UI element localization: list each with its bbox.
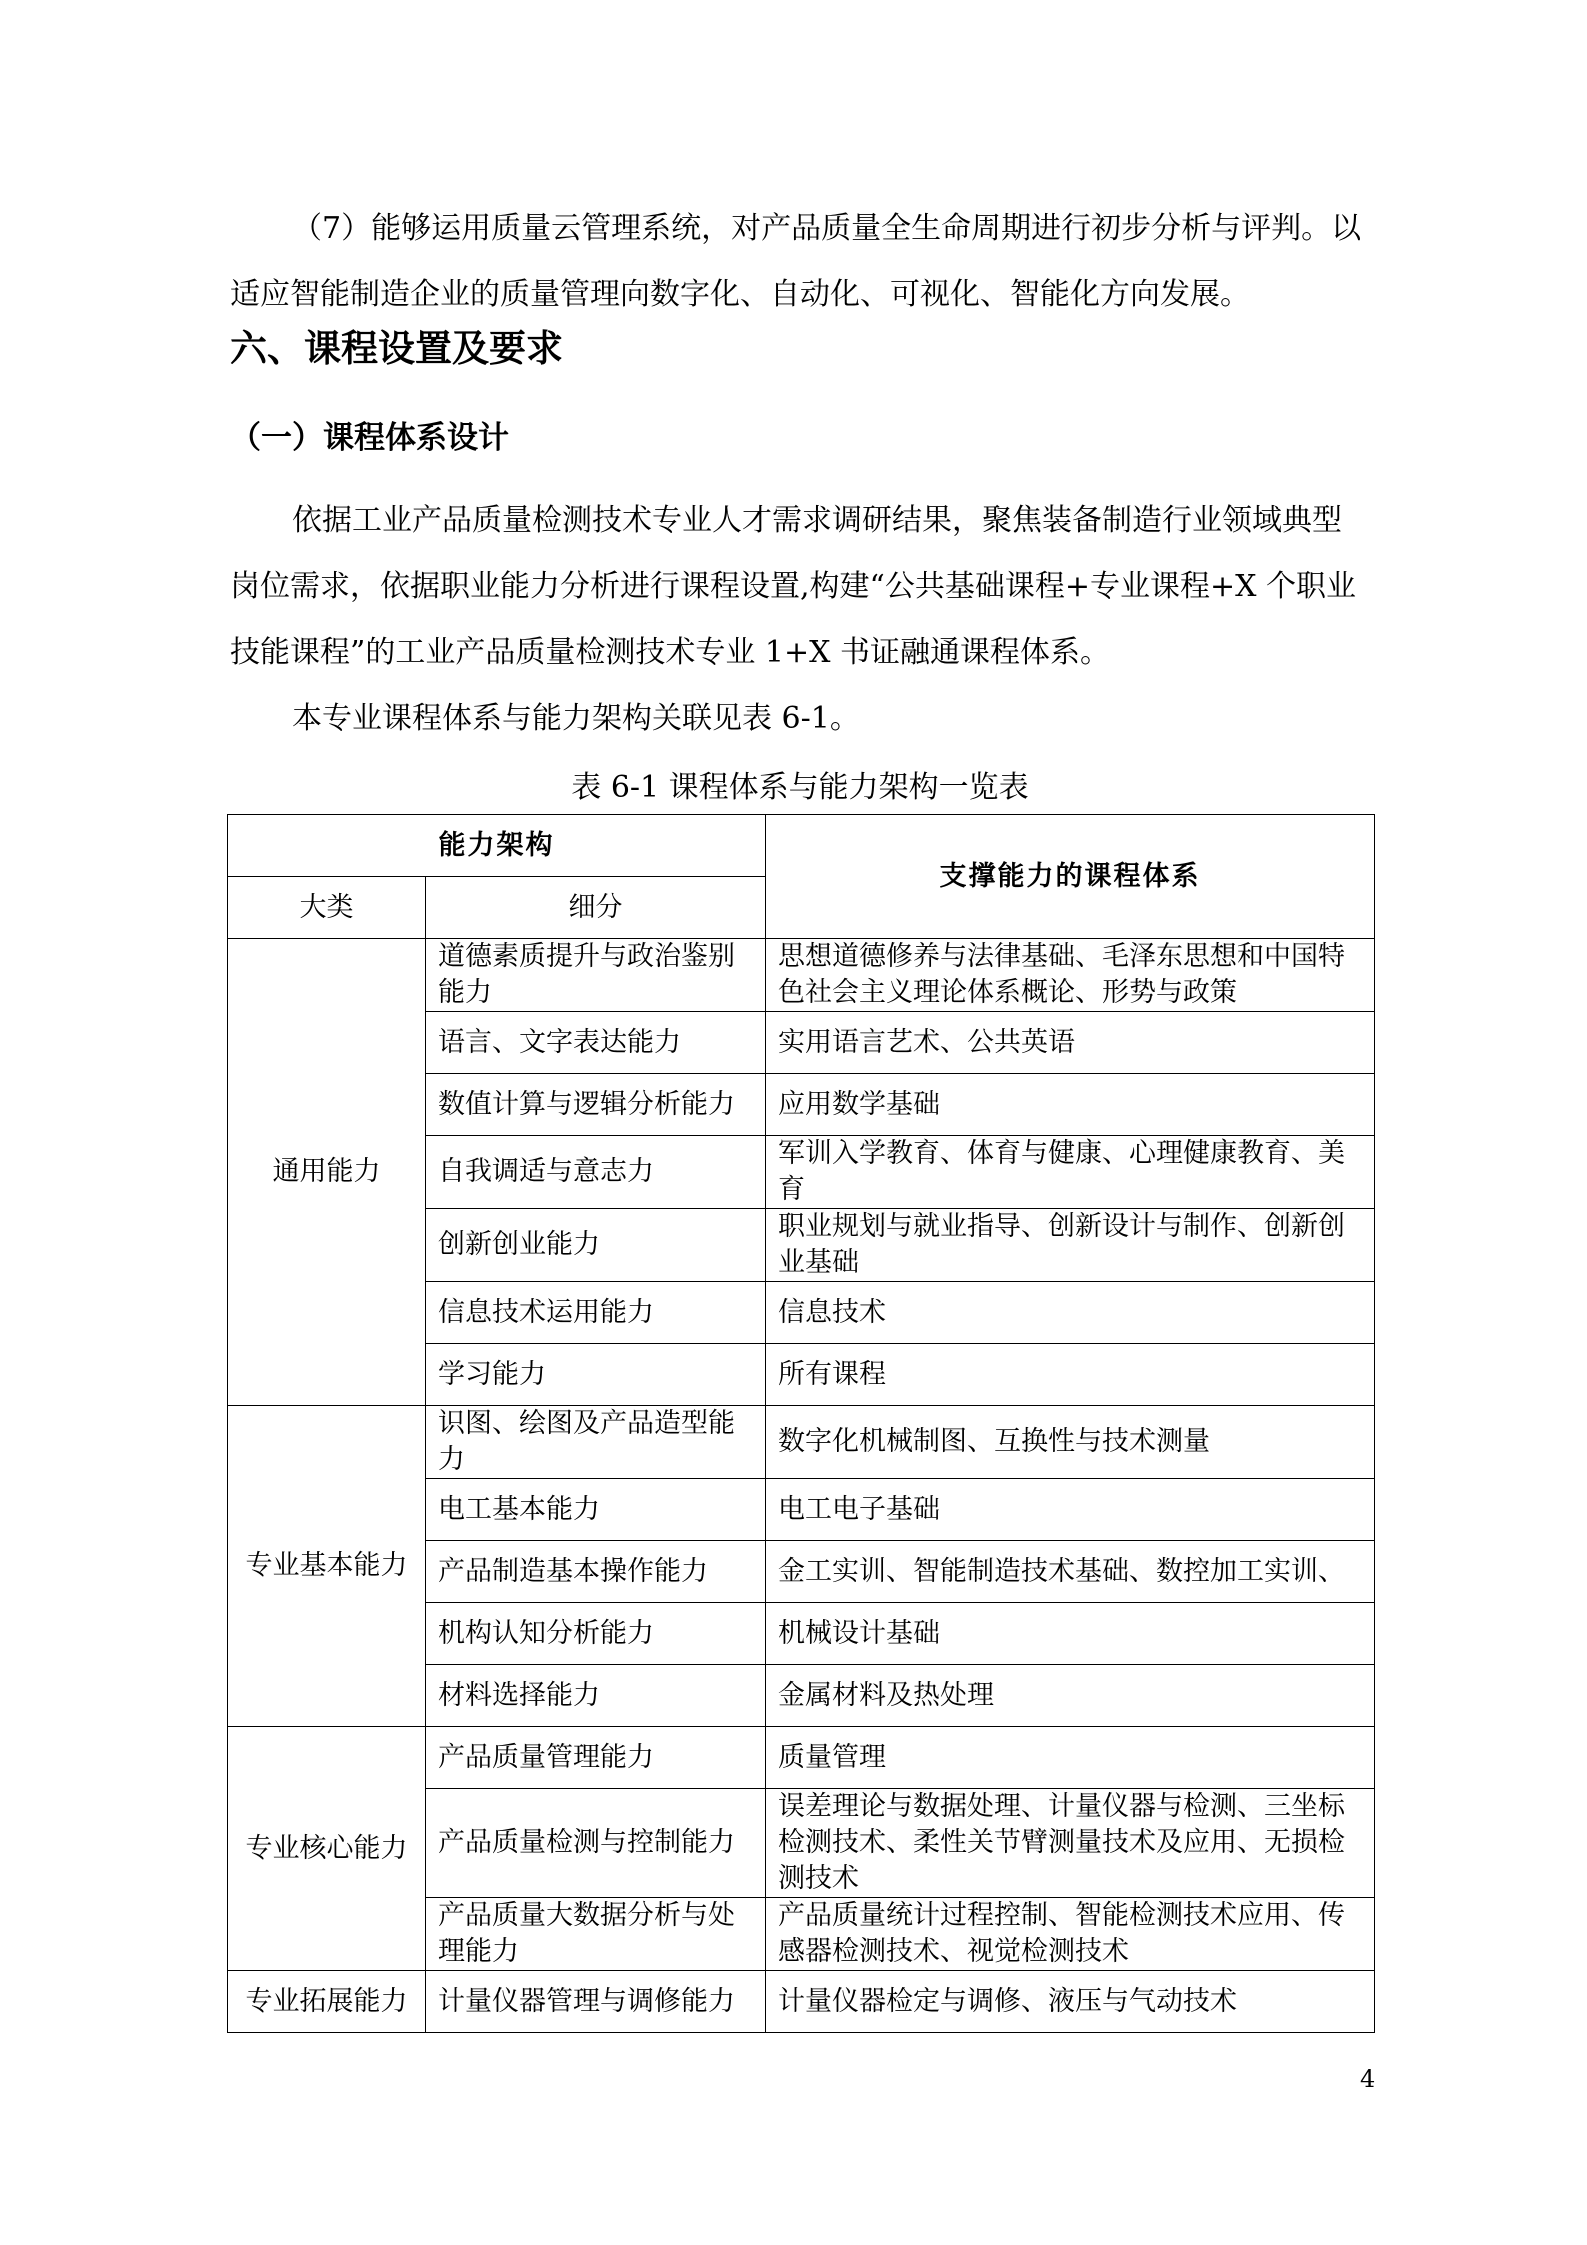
courses-cell: 误差理论与数据处理、计量仪器与检测、三坐标检测技术、柔性关节臂测量技术及应用、无损检测技术 [766, 1789, 1375, 1898]
subdivision-cell: 产品质量检测与控制能力 [426, 1789, 766, 1898]
table-row [228, 1406, 1375, 1479]
courses-cell: 产品质量统计过程控制、智能检测技术应用、传感器检测技术、视觉检测技术 [766, 1898, 1375, 1971]
paragraph-curriculum-design: 依据工业产品质量检测技术专业人才需求调研结果，聚焦装备制造行业领域典型岗位需求，依据职业能力分析进行课程设置,构建“公共基础课程+专业课程+X 个职业技能课程”的工业产品质量检测技术专业 1+X 书证融通课程体系。 [230, 503, 1357, 670]
section-title: 六、课程设置及要求 [230, 327, 563, 370]
courses-cell: 应用数学基础 [766, 1074, 1375, 1136]
courses-cell: 军训入学教育、体育与健康、心理健康教育、美育 [766, 1136, 1375, 1209]
table-row [228, 1971, 1375, 2033]
subdivision-cell: 自我调适与意志力 [426, 1136, 766, 1209]
courses-cell: 电工电子基础 [766, 1479, 1375, 1541]
courses-cell: 金工实训、智能制造技术基础、数控加工实训、 [766, 1541, 1375, 1603]
courses-cell: 信息技术 [766, 1282, 1375, 1344]
category-cell: 专业基本能力 [228, 1406, 426, 1727]
subdivision-cell: 产品质量管理能力 [426, 1727, 766, 1789]
page-number: 4 [1360, 2065, 1376, 2093]
header-subdivision: 细分 [426, 877, 766, 939]
subdivision-cell: 识图、绘图及产品造型能力 [426, 1406, 766, 1479]
subdivision-cell: 计量仪器管理与调修能力 [426, 1971, 766, 2033]
courses-cell: 金属材料及热处理 [766, 1665, 1375, 1727]
subdivision-cell: 产品制造基本操作能力 [426, 1541, 766, 1603]
subdivision-cell: 语言、文字表达能力 [426, 1012, 766, 1074]
header-category: 大类 [228, 877, 426, 939]
header-ability-architecture: 能力架构 [228, 815, 766, 877]
subdivision-cell: 材料选择能力 [426, 1665, 766, 1727]
subdivision-cell: 信息技术运用能力 [426, 1282, 766, 1344]
subdivision-cell: 学习能力 [426, 1344, 766, 1406]
courses-cell: 实用语言艺术、公共英语 [766, 1012, 1375, 1074]
table-caption: 表 6-1 课程体系与能力架构一览表 [571, 770, 1029, 805]
table-row [228, 1727, 1375, 1789]
subdivision-cell: 电工基本能力 [426, 1479, 766, 1541]
subsection-title: （一）课程体系设计 [230, 420, 509, 456]
subdivision-cell: 数值计算与逻辑分析能力 [426, 1074, 766, 1136]
header-supporting-courses: 支撑能力的课程体系 [766, 815, 1375, 939]
category-cell: 专业拓展能力 [228, 1971, 426, 2033]
courses-cell: 数字化机械制图、互换性与技术测量 [766, 1406, 1375, 1479]
table-body [228, 939, 1375, 2033]
courses-cell: 计量仪器检定与调修、液压与气动技术 [766, 1971, 1375, 2033]
subdivision-cell: 机构认知分析能力 [426, 1603, 766, 1665]
paragraph-objective-7: （7）能够运用质量云管理系统，对产品质量全生命周期进行初步分析与评判。以适应智能制造企业的质量管理向数字化、自动化、可视化、智能化方向发展。 [230, 211, 1362, 312]
table-row [228, 939, 1375, 1012]
courses-cell: 机械设计基础 [766, 1603, 1375, 1665]
courses-cell: 思想道德修养与法律基础、毛泽东思想和中国特色社会主义理论体系概论、形势与政策 [766, 939, 1375, 1012]
category-cell: 专业核心能力 [228, 1727, 426, 1971]
courses-cell: 质量管理 [766, 1727, 1375, 1789]
subdivision-cell: 道德素质提升与政治鉴别能力 [426, 939, 766, 1012]
subdivision-cell: 产品质量大数据分析与处理能力 [426, 1898, 766, 1971]
courses-cell: 职业规划与就业指导、创新设计与制作、创新创业基础 [766, 1209, 1375, 1282]
category-cell: 通用能力 [228, 939, 426, 1406]
curriculum-ability-table [227, 814, 1375, 2033]
paragraph-table-reference: 本专业课程体系与能力架构关联见表 6-1。 [292, 701, 860, 736]
courses-cell: 所有课程 [766, 1344, 1375, 1406]
subdivision-cell: 创新创业能力 [426, 1209, 766, 1282]
